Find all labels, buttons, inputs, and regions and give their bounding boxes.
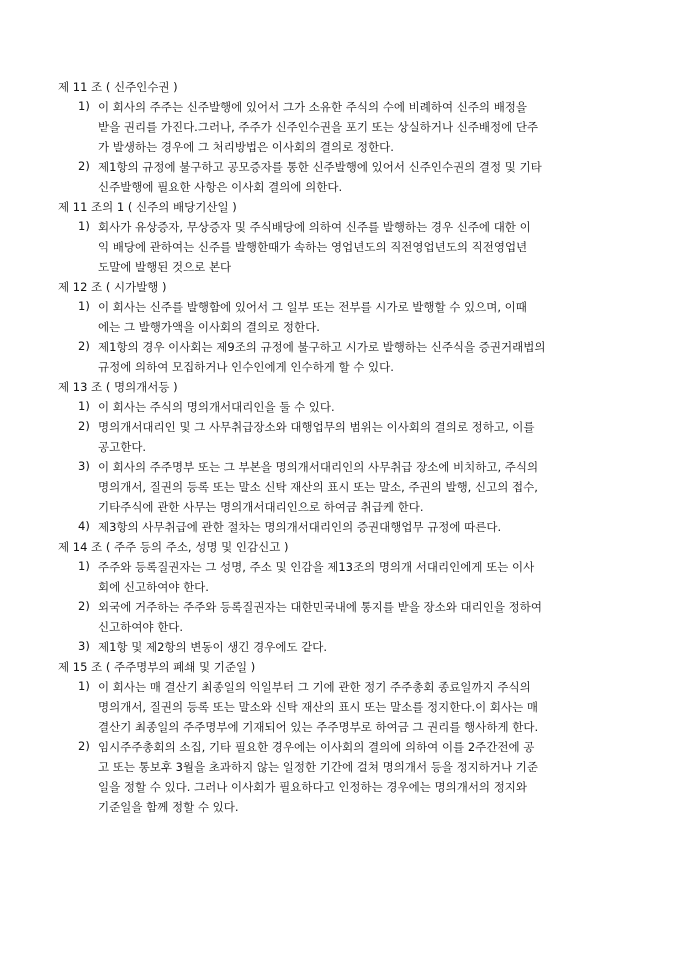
item-number: 1) — [78, 219, 90, 233]
item-line: 도말에 발행된 것으로 본다 — [98, 260, 232, 274]
item-line: 결산기 최종일의 주주명부에 기재되어 있는 주주명부로 하여금 그 권리를 행사하게 한다. — [98, 720, 539, 734]
item-line: 이 회사는 매 결산기 최종일의 익일부터 그 기에 관한 정기 주주총회 종료일까지 주식의 — [98, 680, 531, 694]
article-heading: 제 13 조 ( 명의개서등 ) — [58, 380, 178, 394]
item-line: 고 또는 통보후 3월을 초과하지 않는 일정한 기간에 걸쳐 명의개서 등을 정지하거나 기준 — [98, 760, 538, 774]
item-number: 1) — [78, 679, 90, 693]
item-line: 임시주주총회의 소집, 기타 필요한 경우에는 이사회의 결의에 의하여 이를 2주간전에 공 — [98, 740, 535, 754]
item-line: 명의개서, 질권의 등록 또는 말소 신탁 재산의 표시 또는 말소, 주권의 발행, 신고의 접수, — [98, 480, 538, 494]
item-number: 1) — [78, 399, 90, 413]
item-line: 기준일을 함께 정할 수 있다. — [98, 800, 239, 814]
item-line: 신주발행에 필요한 사항은 이사회 결의에 의한다. — [98, 180, 343, 194]
item-line: 신고하여야 한다. — [98, 620, 184, 634]
item-number: 1) — [78, 99, 90, 113]
item-line: 외국에 거주하는 주주와 등록질권자는 대한민국내에 통지를 받을 장소와 대리인을 정하여 — [98, 600, 542, 614]
item-line: 제1항 및 제2항의 변동이 생긴 경우에도 같다. — [98, 640, 328, 654]
item-number: 2) — [78, 739, 90, 753]
item-line: 회사가 유상증자, 무상증자 및 주식배당에 의하여 신주를 발행하는 경우 신주에 대한 이 — [98, 220, 531, 234]
item-line: 제3항의 사무취급에 관한 절차는 명의개서대리인의 증권대행업무 규정에 따른다. — [98, 520, 502, 534]
item-number: 1) — [78, 299, 90, 313]
item-number: 2) — [78, 599, 90, 613]
item-line: 기타주식에 관한 사무는 명의개서대리인으로 하여금 취급케 한다. — [98, 500, 424, 514]
item-line: 공고한다. — [98, 440, 147, 454]
item-line: 일을 정할 수 있다. 그러나 이사회가 필요하다고 인정하는 경우에는 명의개서의 정지와 — [98, 780, 528, 794]
item-line: 이 회사는 주식의 명의개서대리인을 둘 수 있다. — [98, 400, 335, 414]
item-number: 2) — [78, 339, 90, 353]
article-heading: 제 11 조의 1 ( 신주의 배당기산일 ) — [58, 200, 237, 214]
item-line: 이 회사는 신주를 발행함에 있어서 그 일부 또는 전부를 시가로 발행할 수 있으며, 이때 — [98, 300, 527, 314]
article-heading: 제 14 조 ( 주주 등의 주소, 성명 및 인감신고 ) — [58, 540, 289, 554]
item-number: 2) — [78, 419, 90, 433]
item-number: 4) — [78, 519, 90, 533]
item-line: 받을 권리를 가진다.그러나, 주주가 신주인수권을 포기 또는 상실하거나 신주배정에 단주 — [98, 120, 539, 134]
item-line: 명의개서, 질권의 등록 또는 말소와 신탁 재산의 표시 또는 말소를 정지한다.이 회사는 매 — [98, 700, 538, 714]
item-line: 규정에 의하여 모집하거나 인수인에게 인수하게 할 수 있다. — [98, 360, 394, 374]
article-heading: 제 11 조 ( 신주인수권 ) — [58, 80, 178, 94]
item-line: 제1항의 규정에 불구하고 공모증자를 통한 신주발행에 있어서 신주인수권의 결정 및 기타 — [98, 160, 542, 174]
item-line: 주주와 등록질권자는 그 성명, 주소 및 인감을 제13조의 명의개 서대리인에게 또는 이사 — [98, 560, 535, 574]
item-number: 1) — [78, 559, 90, 573]
item-line: 이 회사의 주주명부 또는 그 부본을 명의개서대리인의 사무취급 장소에 비치하고, 주식의 — [98, 460, 539, 474]
article-heading: 제 12 조 ( 시가발행 ) — [58, 280, 167, 294]
item-number: 3) — [78, 639, 90, 653]
item-line: 익 배당에 관하여는 신주를 발행한때가 속하는 영업년도의 직전영업년도의 직전영업년 — [98, 240, 528, 254]
item-line: 에는 그 발행가액을 이사회의 결의로 정한다. — [98, 320, 320, 334]
item-line: 제1항의 경우 이사회는 제9조의 규정에 불구하고 시가로 발행하는 신주식을 증권거래법의 — [98, 340, 546, 354]
item-line: 회에 신고하여야 한다. — [98, 580, 209, 594]
item-line: 가 발생하는 경우에 그 처리방법은 이사회의 결의로 정한다. — [98, 140, 394, 154]
item-number: 3) — [78, 459, 90, 473]
item-number: 2) — [78, 159, 90, 173]
item-line: 명의개서대리인 및 그 사무취급장소와 대행업무의 범위는 이사회의 결의로 정하고, 이를 — [98, 420, 535, 434]
item-line: 이 회사의 주주는 신주발행에 있어서 그가 소유한 주식의 수에 비례하여 신주의 배정을 — [98, 100, 528, 114]
article-heading: 제 15 조 ( 주주명부의 폐쇄 및 기준일 ) — [58, 660, 256, 674]
